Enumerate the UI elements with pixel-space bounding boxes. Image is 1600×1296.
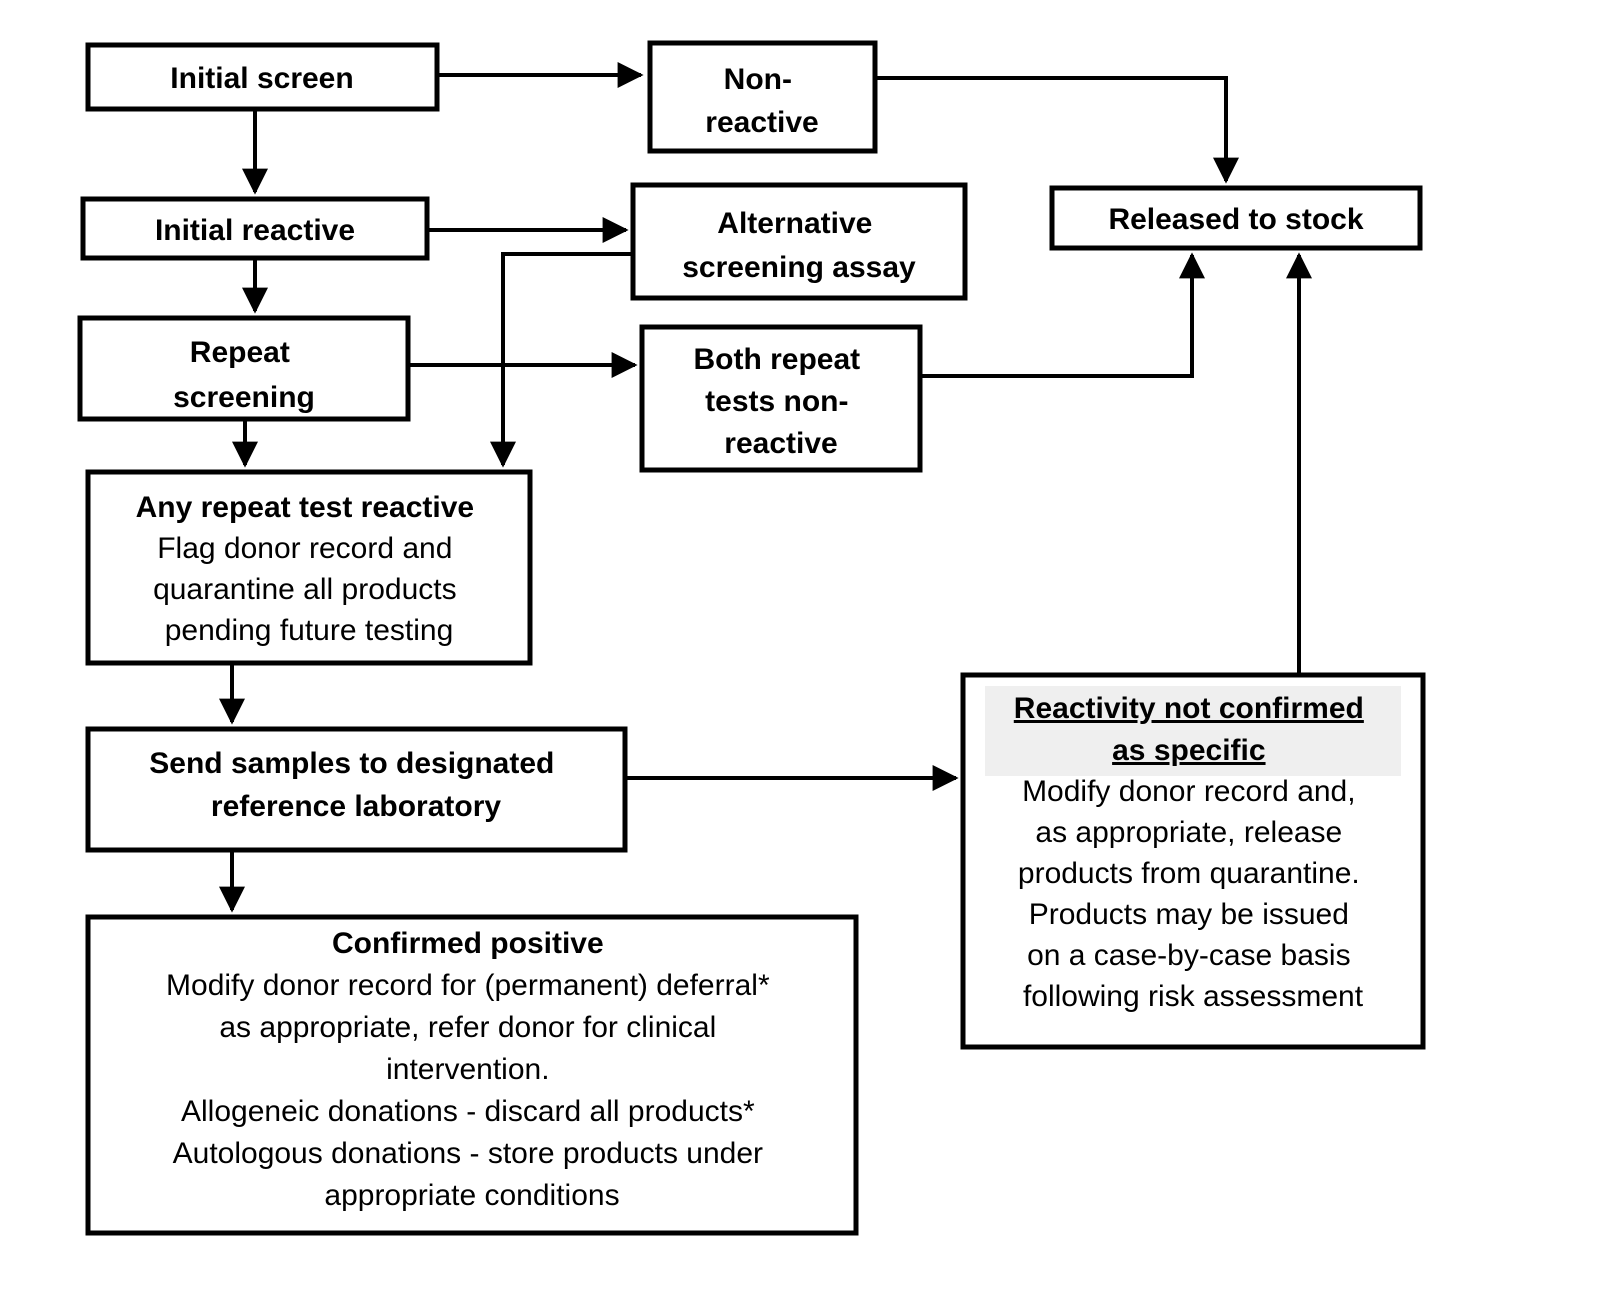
confirmed-positive-line-1: Modify donor record for (permanent) deferral* — [166, 969, 770, 1002]
alternative-line-1: Alternative — [717, 207, 873, 240]
node-alternative-screening-assay — [633, 185, 965, 298]
alternative-line-2: screening assay — [682, 251, 916, 284]
repeat-screening-line-2: screening — [173, 381, 315, 414]
confirmed-positive-line-2: as appropriate, refer donor for clinical — [219, 1011, 717, 1044]
reactivity-line-1: Modify donor record and, — [1022, 775, 1356, 808]
both-repeat-line-1: Both repeat — [693, 343, 861, 376]
repeat-screening-line-1: Repeat — [189, 336, 290, 369]
confirmed-positive-line-4: Allogeneic donations - discard all products* — [180, 1095, 755, 1128]
send-samples-line-1: Send samples to designated — [149, 747, 555, 780]
any-repeat-line-1: Flag donor record and — [157, 532, 453, 565]
node-confirmed-positive — [88, 917, 856, 1233]
confirmed-positive-line-6: appropriate conditions — [324, 1179, 620, 1212]
confirmed-positive-title: Confirmed positive — [331, 927, 604, 960]
node-send-samples — [88, 729, 625, 850]
node-initial-reactive — [83, 199, 427, 258]
initial-reactive-label: Initial reactive — [154, 214, 356, 247]
reactivity-line-2: as appropriate, release — [1035, 816, 1343, 849]
node-initial-screen — [88, 45, 437, 109]
any-repeat-line-3: pending future testing — [164, 614, 454, 647]
node-released-to-stock — [1052, 188, 1420, 248]
confirmed-positive-line-5: Autologous donations - store products under — [172, 1137, 764, 1170]
initial-screen-label: Initial screen — [170, 62, 354, 95]
reactivity-title-line-2: as specific — [1112, 734, 1266, 767]
reactivity-line-4: Products may be issued — [1028, 898, 1349, 931]
any-repeat-title: Any repeat test reactive — [135, 491, 475, 524]
both-repeat-line-2: tests non- — [705, 385, 849, 418]
node-repeat-screening — [80, 318, 408, 419]
send-samples-line-2: reference laboratory — [210, 790, 502, 823]
both-repeat-line-3: reactive — [724, 427, 838, 460]
any-repeat-line-2: quarantine all products — [153, 573, 457, 606]
node-any-repeat-reactive — [88, 472, 530, 663]
reactivity-line-3: products from quarantine. — [1017, 857, 1360, 890]
released-to-stock-label: Released to stock — [1108, 203, 1364, 236]
arrow-alternative-assay-to-any-repeat-reactive — [503, 254, 633, 465]
reactivity-line-5: on a case-by-case basis — [1027, 939, 1351, 972]
node-non-reactive — [650, 43, 875, 151]
reactivity-line-6: following risk assessment — [1022, 980, 1364, 1013]
reactivity-title-line-1: Reactivity not confirmed — [1013, 692, 1364, 725]
confirmed-positive-line-3: intervention. — [386, 1053, 550, 1086]
arrow-non-reactive-to-released-to-stock — [875, 78, 1226, 181]
non-reactive-line-2: reactive — [705, 106, 819, 139]
node-both-repeat-tests — [642, 327, 920, 470]
node-reactivity-not-confirmed — [963, 675, 1423, 1047]
non-reactive-line-1: Non- — [723, 63, 792, 96]
